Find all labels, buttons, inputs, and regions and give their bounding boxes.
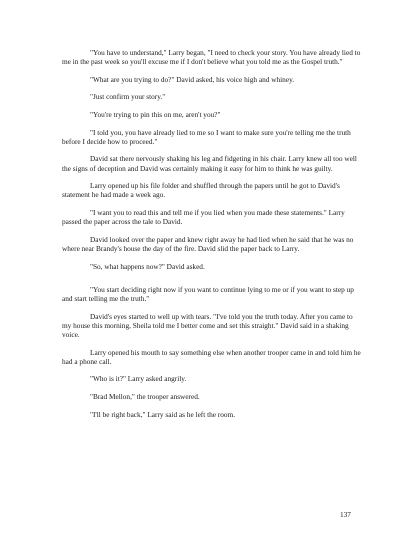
paragraph: Larry opened up his file folder and shuffled through the papers until he got to David's statement he had made a week ago. bbox=[62, 181, 340, 200]
page-number: 137 bbox=[340, 510, 351, 519]
paragraph: Larry opened his mouth to say something else when another trooper came in and told him he had a phone call. bbox=[62, 347, 361, 366]
paragraph: "I want you to read this and tell me if you lied when you made these statements." Larry passed the paper across the tale to David. bbox=[62, 207, 345, 227]
paragraph: David's eyes started to well up with tears. "I've told you the truth today. After you came to my house this morning, Sheila told me I better come and set this straight." David said in a shaking voice. bbox=[62, 311, 353, 339]
paragraph: "I told you, you have already lied to me so I want to make sure you're telling me the truth before I decide how to proceed." bbox=[62, 127, 351, 146]
paragraph: "So, what happens now?" David asked. bbox=[90, 261, 205, 271]
paragraph: "I'll be right back," Larry said as he left the room. bbox=[90, 409, 236, 419]
body-text bbox=[62, 48, 362, 427]
paragraph: "You start deciding right now if you want to continue lying to me or if you want to step up and start telling me the truth." bbox=[62, 284, 354, 303]
paragraph: David looked over the paper and knew right away he had lied when he said that he was no where near Brandy's house the day of the fire. David slid the paper back to Larry. bbox=[62, 234, 354, 253]
paragraph: "You're trying to pin this on me, aren't you?" bbox=[90, 109, 221, 119]
paragraph: "You have to understand," Larry began, "I need to check your story. You have already lied to me in the past week so you'll excuse me if I don't believe what you told me as the Gospel truth." bbox=[62, 48, 361, 67]
paragraph: "Just confirm your story." bbox=[90, 92, 166, 102]
paragraph: "Who is it?" Larry asked angrily. bbox=[90, 374, 187, 384]
paragraph: "Brad Mellon," the trooper answered. bbox=[90, 391, 200, 401]
paragraph: "What are you trying to do?" David asked, his voice high and whiney. bbox=[90, 74, 295, 84]
paragraph: David sat there nervously shaking his leg and fidgeting in his chair. Larry knew all too well the signs of deception and David was certainly making it easy for him to think he was guilty. bbox=[62, 154, 357, 173]
